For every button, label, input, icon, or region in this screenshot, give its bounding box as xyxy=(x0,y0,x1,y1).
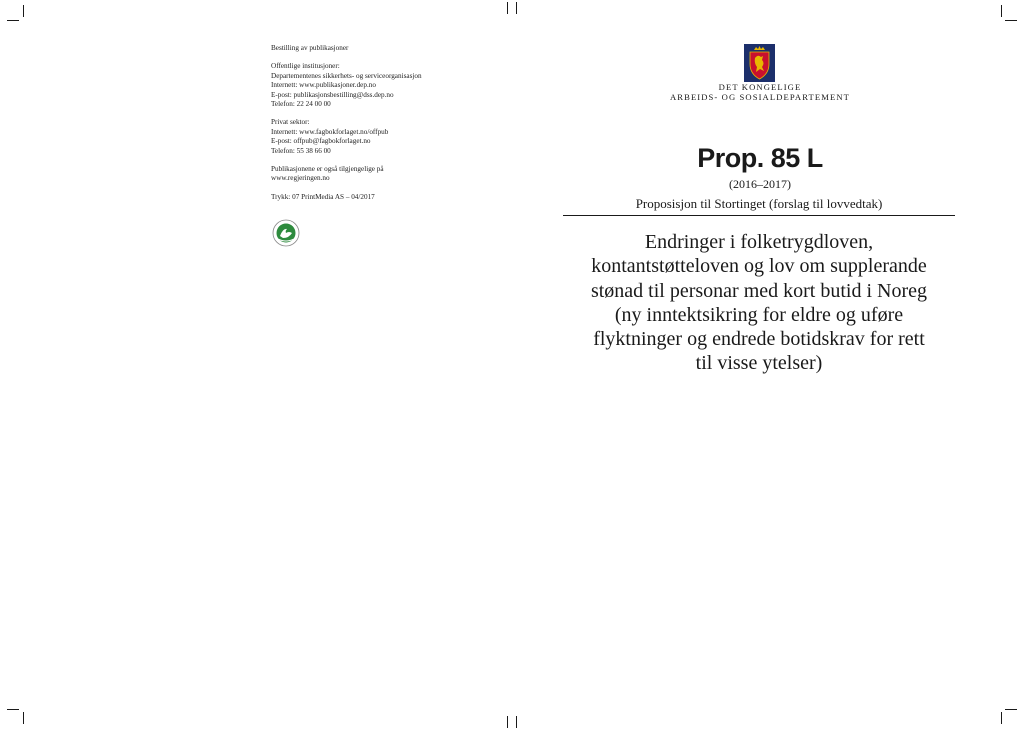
main-title-line: stønad til personar med kort butid i Noreg xyxy=(590,279,928,302)
public-sector-email: E-post: publikasjonsbestilling@dss.dep.no xyxy=(271,90,394,99)
eco-label-icon xyxy=(272,219,300,247)
main-title-line: til visse ytelser) xyxy=(695,352,823,375)
crop-mark xyxy=(1001,712,1002,724)
document-main-title xyxy=(563,230,955,376)
crop-mark xyxy=(516,716,517,728)
crop-mark xyxy=(1001,5,1002,17)
crop-mark xyxy=(23,712,24,724)
department-line-2: ARBEIDS- OG SOSIALDEPARTEMENT xyxy=(669,92,851,102)
main-title-line: Endringer i folketrygdloven, xyxy=(644,231,874,253)
crop-mark xyxy=(23,5,24,17)
public-sector-phone: Telefon: 22 24 00 00 xyxy=(271,100,331,109)
online-note: Publikasjonene er også tilgjengelige på xyxy=(271,165,384,174)
private-sector-phone: Telefon: 55 38 66 00 xyxy=(271,146,331,155)
private-sector-block xyxy=(271,118,521,156)
crop-mark xyxy=(7,709,19,710)
title-divider xyxy=(563,215,955,216)
proposition-subtitle: Proposisjon til Stortinget (forslag til lovvedtak) xyxy=(635,196,883,211)
print-info: Trykk: 07 PrintMedia AS – 04/2017 xyxy=(271,192,375,201)
online-block xyxy=(271,165,521,184)
crop-mark xyxy=(507,716,508,728)
crop-mark xyxy=(1005,20,1017,21)
crop-mark xyxy=(1005,709,1017,710)
private-sector-email: E-post: offpub@fagbokforlaget.no xyxy=(271,137,371,146)
department-name xyxy=(640,82,880,102)
public-sector-block xyxy=(271,62,521,109)
public-sector-label: Offentlige institusjoner: xyxy=(271,62,340,71)
print-block xyxy=(271,193,521,202)
coat-of-arms-icon xyxy=(744,44,775,82)
private-sector-web: Internett: www.fagbokforlaget.no/offpub xyxy=(271,127,389,136)
ordering-heading-block xyxy=(271,44,521,53)
proposition-title: Prop. 85 L xyxy=(697,143,823,173)
main-title-line: kontantstøtteloven og lov om supplerande xyxy=(591,255,927,278)
public-sector-org: Departementenes sikkerhets- og serviceorganisasjon xyxy=(271,71,422,80)
department-line-1: DET KONGELIGE xyxy=(718,82,802,92)
crop-mark xyxy=(516,2,517,14)
main-title-line: (ny inntektsikring for eldre og uføre xyxy=(614,303,904,326)
online-url: www.regjeringen.no xyxy=(271,174,330,183)
main-title-line: flyktninger og endrede botidskrav for rett xyxy=(593,328,925,351)
public-sector-web: Internett: www.publikasjoner.dep.no xyxy=(271,81,376,90)
ordering-heading: Bestilling av publikasjoner xyxy=(271,44,349,52)
proposition-years: (2016–2017) xyxy=(729,177,791,191)
private-sector-label: Privat sektor: xyxy=(271,118,310,127)
crop-mark xyxy=(507,2,508,14)
ordering-info xyxy=(271,44,521,211)
crop-mark xyxy=(7,20,19,21)
